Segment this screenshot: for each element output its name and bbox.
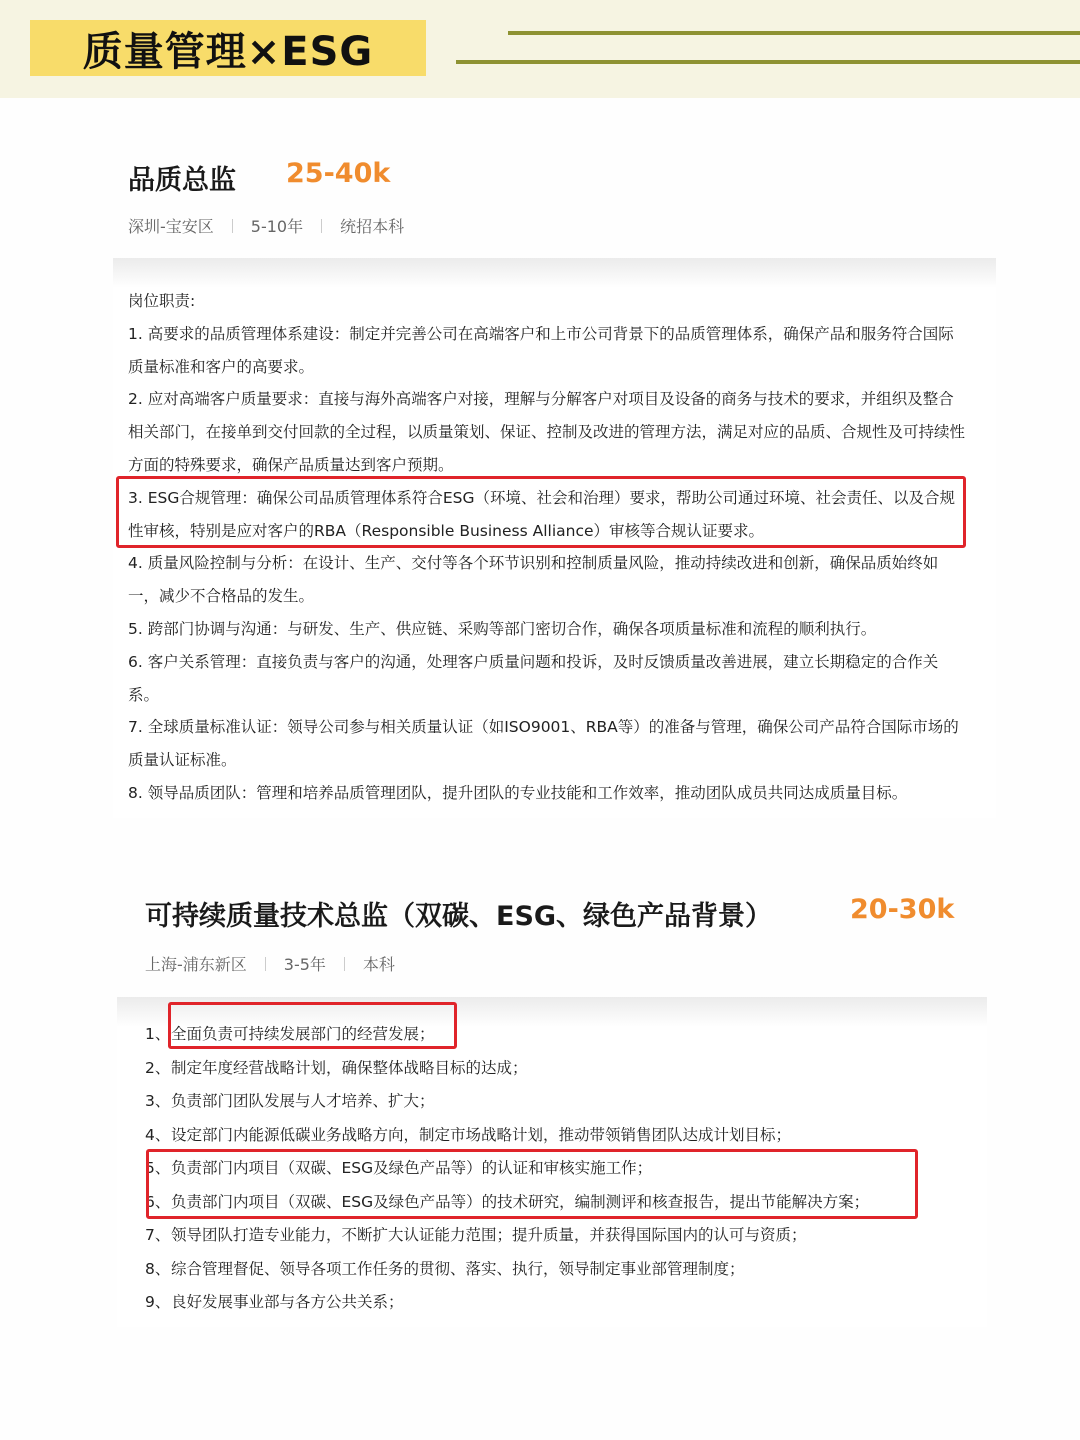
item-text: 负责部门内项目（双碳、ESG及绿色产品等）的认证和审核实施工作； xyxy=(171,1159,653,1177)
item-number: 6、 xyxy=(145,1192,171,1211)
item-text: 制定年度经营战略计划，确保整体战略目标的达成； xyxy=(171,1058,528,1077)
job2-item xyxy=(145,1219,945,1253)
item-number: 2、 xyxy=(145,1058,171,1077)
job2-meta xyxy=(145,952,395,975)
job1-item: 3. ESG合规管理：确保公司品质管理体系符合ESG（环境、社会和治理）要求，帮助公司通过环境、社会责任、以及合规性审核，特别是应对客户的RBA（Responsible Business Alliance）审核等合规认证要求。 xyxy=(128,488,956,540)
item-text: 良好发展事业部与各方公共关系； xyxy=(171,1293,404,1311)
job2-item xyxy=(145,1085,945,1119)
item-number: 3、 xyxy=(145,1092,171,1110)
job1-description xyxy=(128,285,966,810)
job1-experience: 5-10年 xyxy=(250,217,304,236)
divider xyxy=(265,957,266,971)
item-text: 全面负责可持续发展部门的经营发展； xyxy=(171,1025,435,1043)
job2-item xyxy=(145,1286,945,1320)
item-text: 领导团队打造专业能力，不断扩大认证能力范围；提升质量，并获得国际国内的认可与资质； xyxy=(171,1226,807,1244)
item-text: 设定部门内能源低碳业务战略方向，制定市场战略计划，推动带领销售团队达成计划目标； xyxy=(171,1125,792,1144)
page-title: 质量管理×ESG xyxy=(30,20,426,76)
job1-item: 6. 客户关系管理：直接负责与客户的沟通，处理客户质量问题和投诉，及时反馈质量改善进展，建立长期稳定的合作关系。 xyxy=(128,652,939,704)
item-number: 4、 xyxy=(145,1125,171,1144)
panel-shade xyxy=(113,258,996,288)
job1-item: 1. 高要求的品质管理体系建设：制定并完善公司在高端客户和上市公司背景下的品质管理体系，确保产品和服务符合国际质量标准和客户的高要求。 xyxy=(128,324,954,376)
item-text: 负责部门内项目（双碳、ESG及绿色产品等）的技术研究，编制测评和核查报告，提出节能解决方案； xyxy=(171,1192,870,1211)
job1-section-label: 岗位职责: xyxy=(128,292,196,310)
job1-meta xyxy=(128,214,404,237)
job2-education: 本科 xyxy=(362,955,395,974)
job2-item xyxy=(145,1018,945,1052)
job1-item: 5. 跨部门协调与沟通：与研发、生产、供应链、采购等部门密切合作，确保各项质量标准和流程的顺利执行。 xyxy=(128,619,877,638)
job2-item xyxy=(145,1253,945,1287)
divider xyxy=(232,219,233,233)
job1-item: 2. 应对高端客户质量要求：直接与海外高端客户对接，理解与分解客户对项目及设备的商务与技术的要求，并组织及整合相关部门，在接单到交付回款的全过程，以质量策划、保证、控制及改进的管理方法，满足对应的品质、合规性及可持续性方面的特殊要求，确保产品质量达到客户预期。 xyxy=(128,390,966,474)
job1-item: 8. 领导品质团队：管理和培养品质管理团队，提升团队的专业技能和工作效率，推动团队成员共同达成质量目标。 xyxy=(128,783,908,802)
job1-education: 统招本科 xyxy=(340,217,405,236)
job1-salary: 25-40k xyxy=(286,158,391,189)
decorative-rule-top xyxy=(508,31,1080,35)
item-number: 7、 xyxy=(145,1226,171,1244)
job1-title: 品质总监 xyxy=(128,165,236,196)
item-number: 8、 xyxy=(145,1259,171,1278)
item-number: 9、 xyxy=(145,1293,171,1311)
job2-location: 上海-浦东新区 xyxy=(145,955,247,974)
job2-item xyxy=(145,1186,945,1220)
job1-item: 7. 全球质量标准认证：领导公司参与相关质量认证（如ISO9001、RBA等）的准备与管理，确保公司产品符合国际市场的质量认证标准。 xyxy=(128,718,959,770)
decorative-rule-bottom xyxy=(456,60,1080,64)
divider xyxy=(344,957,345,971)
divider xyxy=(321,219,322,233)
item-number: 5、 xyxy=(145,1159,171,1177)
job2-description xyxy=(145,1018,945,1320)
job2-item xyxy=(145,1152,945,1186)
job1-location: 深圳-宝安区 xyxy=(128,217,214,236)
item-text: 综合管理督促、领导各项工作任务的贯彻、落实、执行，领导制定事业部管理制度； xyxy=(171,1259,745,1278)
item-text: 负责部门团队发展与人才培养、扩大； xyxy=(171,1092,435,1110)
job2-title: 可持续质量技术总监（双碳、ESG、绿色产品背景） xyxy=(145,901,773,932)
job2-salary: 20-30k xyxy=(850,894,955,925)
job2-item xyxy=(145,1052,945,1086)
job2-item xyxy=(145,1119,945,1153)
header-bar xyxy=(0,0,1080,98)
job1-item: 4. 质量风险控制与分析：在设计、生产、交付等各个环节识别和控制质量风险，推动持续改进和创新，确保品质始终如一，减少不合格品的发生。 xyxy=(128,554,939,606)
item-number: 1、 xyxy=(145,1025,171,1043)
job2-experience: 3-5年 xyxy=(283,955,326,974)
